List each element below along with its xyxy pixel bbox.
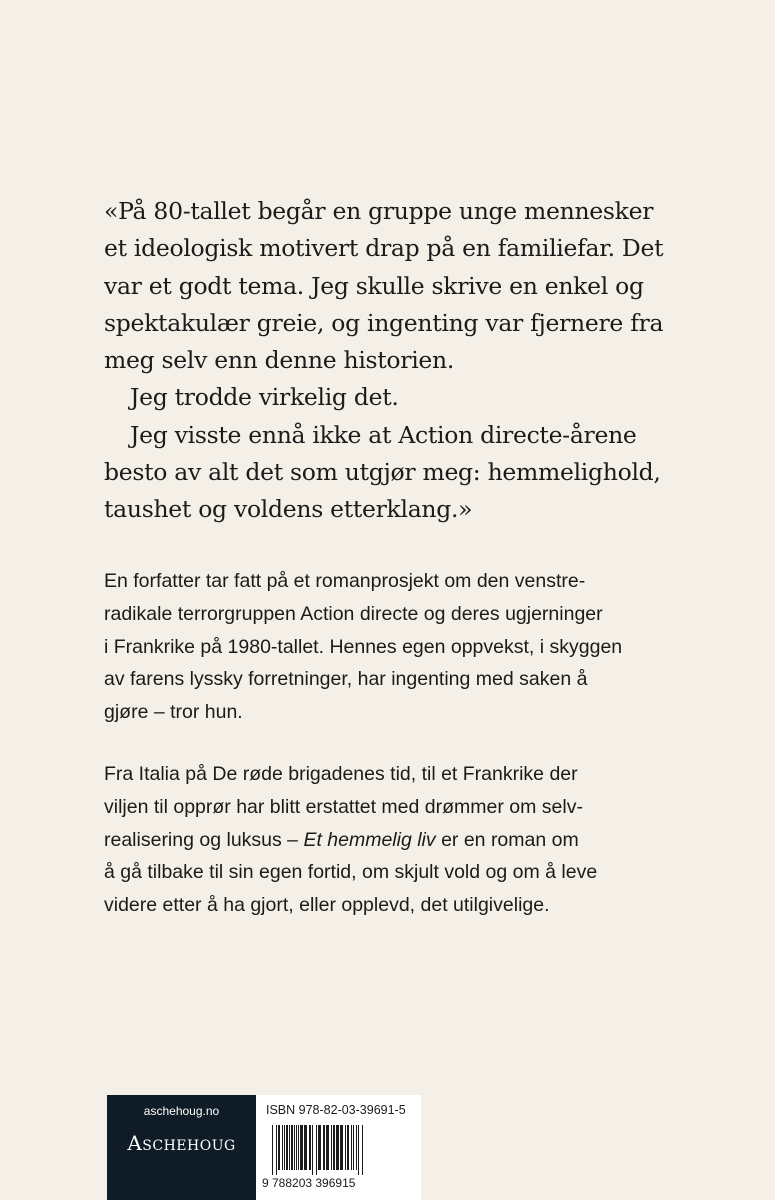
barcode-bar (331, 1125, 332, 1170)
barcode-bar (347, 1125, 349, 1170)
barcode-bar (345, 1125, 346, 1170)
blurb-paragraph-2 (104, 758, 724, 922)
quote-line: «På 80-tallet begår en gruppe unge mennesker (104, 197, 654, 225)
barcode-bar (312, 1125, 313, 1175)
barcode-digits: 9 788203 396915 (262, 1176, 356, 1190)
publisher-block (107, 1095, 256, 1200)
publisher-website: aschehoug.no (143, 1104, 220, 1118)
quote-line: Jeg visste ennå ikke at Action directe-årene (130, 420, 637, 449)
barcode-bar (326, 1125, 329, 1170)
barcode-bar (286, 1125, 288, 1170)
barcode-bar (298, 1125, 299, 1170)
quote-line: Jeg trodde virkelig det. (130, 383, 399, 412)
barcode-bar (289, 1125, 290, 1170)
blurb-line: En forfatter tar fatt på et romanprosjekt om den venstre- (104, 570, 586, 592)
blurb-line: radikale terrorgruppen Action directe og deres ugjerninger (104, 602, 603, 625)
barcode (272, 1125, 406, 1175)
blurb-text: realisering og luksus – (104, 828, 304, 851)
barcode-bar (353, 1125, 354, 1170)
blurb-line: viljen til opprør har blitt erstattet med drømmer om selv- (104, 795, 583, 818)
barcode-bar (351, 1125, 352, 1170)
blurb-line: av farens lyssky forretninger, har ingenting med saken å (104, 668, 588, 691)
barcode-bar (284, 1125, 285, 1170)
barcode-bar (304, 1125, 307, 1170)
barcode-bar (272, 1125, 273, 1175)
barcode-bar (358, 1125, 359, 1175)
blurb-line: gjøre – tror hun. (104, 701, 243, 724)
barcode-bar (276, 1125, 277, 1175)
barcode-bar (278, 1125, 280, 1170)
barcode-bar (300, 1125, 303, 1170)
barcode-bar (336, 1125, 339, 1170)
blurb-line: Fra Italia på De røde brigadenes tid, til et Frankrike der (104, 763, 578, 785)
quote-line: meg selv enn denne historien. (104, 346, 455, 375)
barcode-bar (318, 1125, 321, 1170)
quote-line: besto av alt det som utgjør meg: hemmelighold, (104, 458, 661, 487)
book-title: Et hemmelig liv (303, 828, 436, 851)
quote-line: taushet og voldens etterklang.» (104, 495, 473, 524)
barcode-bar (309, 1125, 311, 1170)
barcode-bar (316, 1125, 317, 1175)
blurb-line (104, 824, 724, 857)
barcode-bar (340, 1125, 343, 1170)
barcode-bar (296, 1125, 297, 1170)
pull-quote (104, 193, 704, 529)
publisher-logo: Aschehoug (127, 1131, 236, 1155)
barcode-bar (362, 1125, 363, 1175)
quote-line: var et godt tema. Jeg skulle skrive en enkel og (104, 271, 644, 300)
barcode-bar (291, 1125, 293, 1170)
barcode-bar (282, 1125, 283, 1170)
blurb-line: i Frankrike på 1980-tallet. Hennes egen oppvekst, i skyggen (104, 635, 623, 658)
isbn-label: ISBN 978-82-03-39691-5 (266, 1103, 406, 1117)
blurb-text: er en roman om (435, 828, 579, 851)
blurb-line: videre etter å ha gjort, eller opplevd, det utilgivelige. (104, 894, 550, 917)
barcode-bar (356, 1125, 357, 1170)
barcode-bar (294, 1125, 295, 1170)
blurb-line: å gå tilbake til sin egen fortid, om skjult vold og om å leve (104, 861, 598, 884)
barcode-bar (323, 1125, 325, 1170)
quote-line: et ideologisk motivert drap på en familiefar. Det (104, 234, 664, 263)
barcode-bar (333, 1125, 335, 1170)
blurb-paragraph-1 (104, 565, 724, 729)
barcode-box (256, 1095, 421, 1200)
quote-line: spektakulær greie, og ingenting var fjernere fra (104, 308, 664, 337)
